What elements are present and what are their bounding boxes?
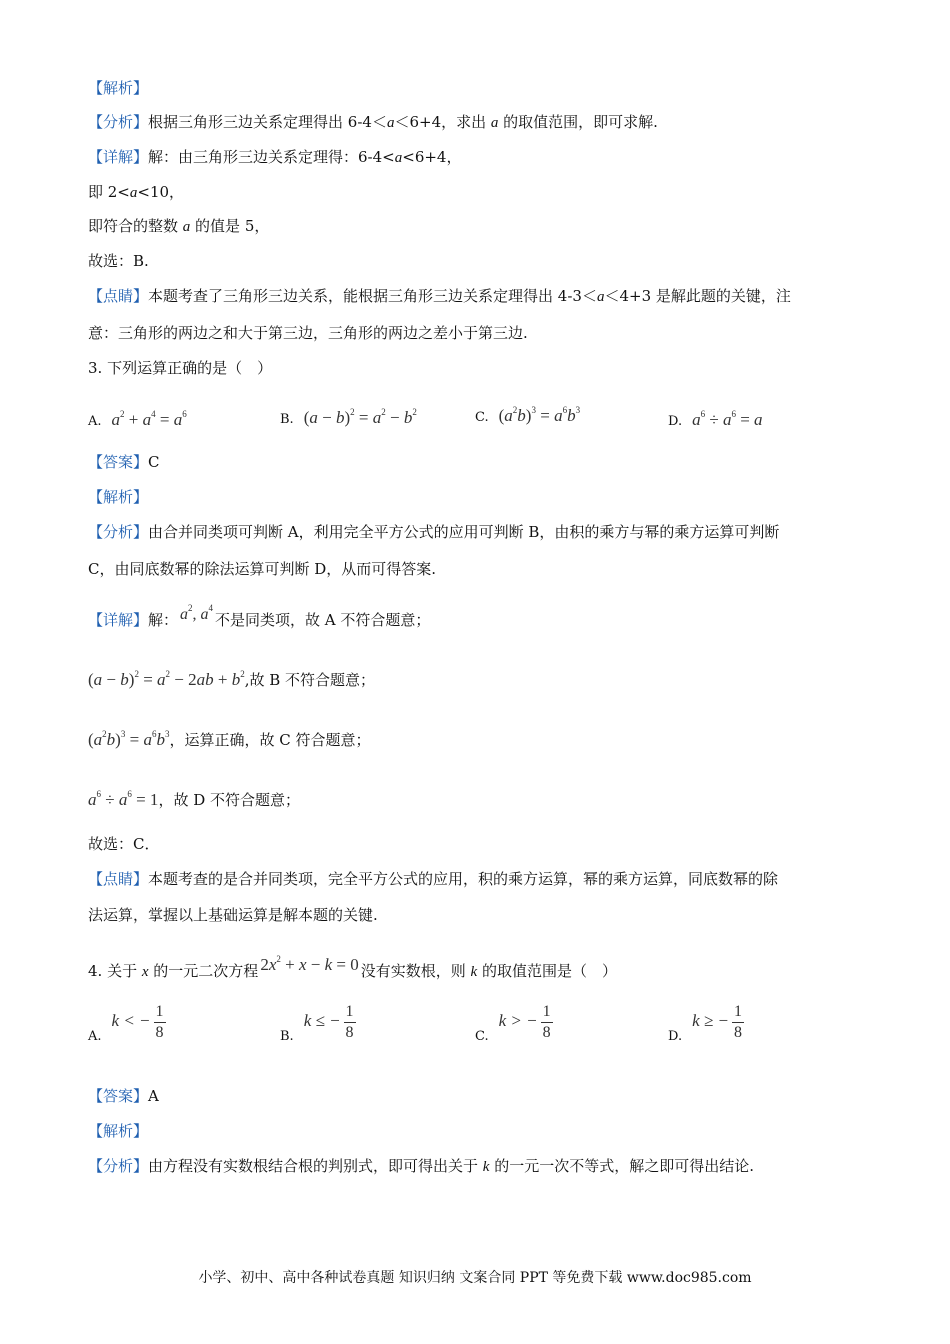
- comment-line: 法运算，掌握以上基础运算是解本题的关键.: [88, 906, 378, 924]
- answer-line: 【答案】A: [88, 1087, 159, 1105]
- jiexi-heading: 【解析】: [88, 488, 149, 506]
- q4-option-d: D.k ≥ − $\frac{1}{8}$: [668, 1003, 742, 1045]
- question-3: 3. 下列运算正确的是（ ）: [88, 359, 273, 377]
- q4-option-a: A.k < − $\frac{1}{8}$: [88, 1003, 164, 1045]
- answer-line: 【答案】C: [88, 453, 160, 471]
- detail-line: 【详解】解： $a^2$, $a^4$不是同类项，故 A 不符合题意；: [88, 603, 431, 629]
- analysis-line: 【分析】由合并同类项可判断 A，利用完全平方公式的应用可判断 B，由积的乘方与幂的乘方运算可判断: [88, 523, 780, 541]
- step-line: 即 2<a<10，: [88, 183, 185, 201]
- page-footer: 小学、初中、高中各种试卷真题 知识归纳 文案合同 PPT 等免费下载 www.doc985.com: [198, 1270, 752, 1286]
- q4-option-c: C.k > − $\frac{1}{8}$: [475, 1003, 551, 1045]
- q3-option-b: B. $(a - b)^2 = a^2 - b^2$: [280, 407, 417, 427]
- detail-c-line: $(a^2b)^3 = a^6b^3$，运算正确，故 C 符合题意；: [88, 729, 371, 749]
- comment-line: 意：三角形的两边之和大于第三边，三角形的两边之差小于第三边.: [88, 324, 528, 342]
- analysis-line: 【分析】由方程没有实数根结合根的判别式，即可得出关于 k 的一元一次不等式，解之即可得出结论.: [88, 1157, 755, 1175]
- q3-option-d: D. $a^6 \div a^6 = a$: [668, 409, 763, 429]
- q3-option-c: C. $(a^2b)^3 = a^6b^3$: [475, 405, 581, 425]
- analysis-line: C，由同底数幂的除法运算可判断 D，从而可得答案.: [88, 560, 437, 578]
- detail-line: 【详解】解：由三角形三边关系定理得：6-4<a<6+4，: [88, 148, 462, 166]
- question-4: 4. 关于 x 的一元二次方程 $2x^2 + x - k = 0$ 没有实数根，则 k 的取值范围是（ ）: [88, 954, 617, 980]
- q4-option-b: B.k ≤ − $\frac{1}{8}$: [280, 1003, 354, 1045]
- choice-line: 故选：B.: [88, 252, 149, 270]
- comment-line: 【点睛】本题考查的是合并同类项，完全平方公式的应用，积的乘方运算，幂的乘方运算，同底数幂的除: [88, 870, 779, 888]
- step-line: 即符合的整数 a 的值是 5，: [88, 217, 270, 235]
- comment-line: 【点睛】本题考查了三角形三边关系，能根据三角形三边关系定理得出 4-3＜a＜4+3 是解此题的关键，注: [88, 287, 791, 305]
- analysis-line: 【分析】根据三角形三边关系定理得出 6-4＜a＜6+4，求出 a 的取值范围，即可求解.: [88, 113, 658, 131]
- choice-line: 故选：C．: [88, 835, 160, 853]
- jiexi-heading: 【解析】: [88, 1122, 149, 1140]
- detail-b-line: $(a - b)^2 = a^2 - 2ab + b^2$,故 B 不符合题意；: [88, 669, 376, 689]
- q3-option-a: A. $a^2 + a^4 = a^6$: [88, 409, 187, 429]
- detail-d-line: $a^6 \div a^6 = 1$，故 D 不符合题意；: [88, 789, 301, 809]
- jiexi-heading: 【解析】: [88, 79, 149, 97]
